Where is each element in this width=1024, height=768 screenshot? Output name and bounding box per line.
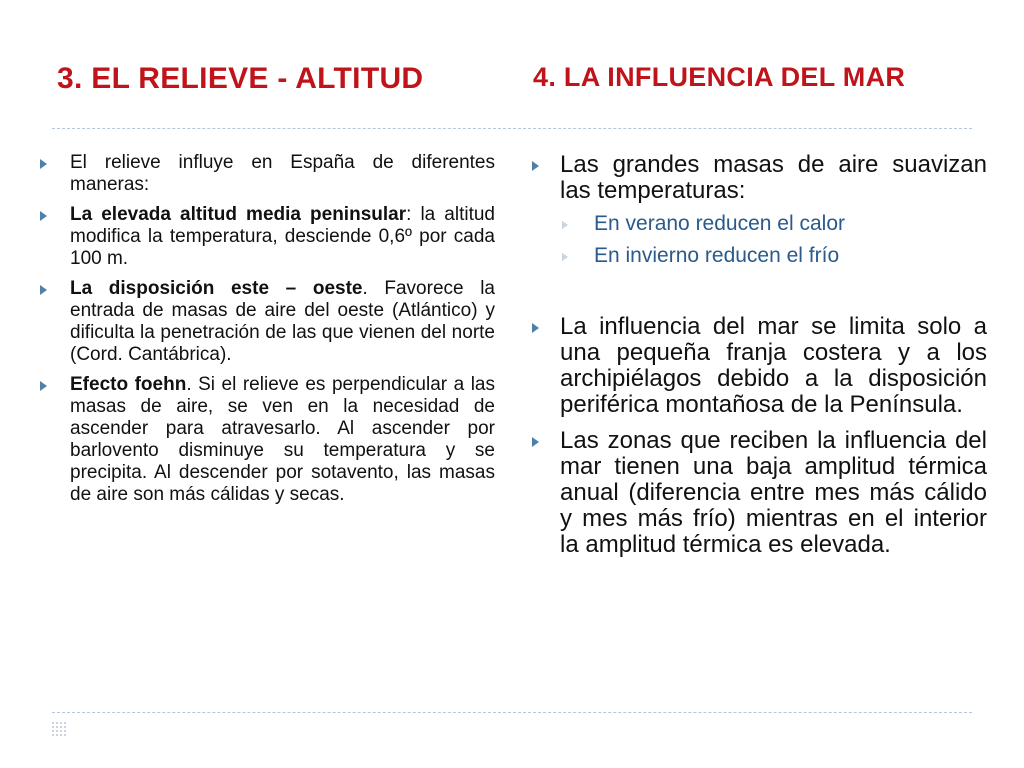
sub-bullet-arrow-icon bbox=[562, 221, 568, 229]
bullet-text: Las zonas que reciben la influencia del mar tienen una baja amplitud térmica anual (diferencia entre mes más cálido y mes más frío) mientras en el interior la amplitud térmica es elevada. bbox=[560, 427, 987, 558]
bullet-arrow-icon bbox=[40, 159, 47, 169]
bullet-arrow-icon bbox=[532, 323, 539, 333]
left-bullet-4 bbox=[40, 374, 495, 506]
sub-bullet-summer bbox=[560, 212, 987, 236]
left-bullet-2 bbox=[40, 204, 495, 270]
bullet-arrow-icon bbox=[532, 161, 539, 171]
sub-bullet-winter bbox=[560, 244, 987, 268]
bullet-text: La influencia del mar se limita solo a una pequeña franja costera y a los archipiélagos debido a la disposición periférica montañosa de la Península. bbox=[560, 313, 987, 418]
sub-bullet-text: En verano reducen el calor bbox=[594, 212, 845, 235]
sub-bullet-arrow-icon bbox=[562, 253, 568, 261]
bullet-bold-text: Efecto foehn bbox=[70, 374, 187, 395]
bullet-arrow-icon bbox=[40, 381, 47, 391]
bottom-divider bbox=[52, 712, 972, 713]
left-bullet-3 bbox=[40, 278, 495, 366]
bullet-arrow-icon bbox=[40, 211, 47, 221]
right-bullet-1 bbox=[530, 152, 987, 268]
right-column bbox=[530, 152, 987, 568]
sub-bullet-text: En invierno reducen el frío bbox=[594, 244, 840, 267]
left-bullet-1 bbox=[40, 152, 495, 196]
bullet-bold-text: La disposición este – oeste bbox=[70, 278, 363, 299]
bullet-arrow-icon bbox=[40, 285, 47, 295]
right-title: 4. LA INFLUENCIA DEL MAR bbox=[533, 62, 906, 92]
left-title: 3. EL RELIEVE - ALTITUD bbox=[57, 62, 424, 95]
bullet-text: : la altitud modifica la temperatura, desciende 0,6º por cada 100 m. bbox=[70, 204, 495, 269]
bullet-text: El relieve influye en España de diferentes maneras: bbox=[70, 152, 495, 195]
right-bullet-2 bbox=[530, 314, 987, 418]
bullet-text: . Si el relieve es perpendicular a las masas de aire, se ven en la necesidad de ascender para atravesarlo. Al ascender por barlovento disminuye su temperatura y se precipita. Al descender por sotavento, las masas de aire son más cálidas y secas. bbox=[70, 374, 495, 505]
bullet-bold-text: La elevada altitud media peninsular bbox=[70, 204, 407, 225]
right-bullet-3 bbox=[530, 428, 987, 558]
top-divider bbox=[52, 128, 972, 129]
slide-corner-icon bbox=[50, 720, 68, 738]
bullet-text: Las grandes masas de aire suavizan las temperaturas: bbox=[560, 151, 987, 204]
left-column bbox=[40, 152, 495, 514]
bullet-text: . Favorece la entrada de masas de aire del oeste (Atlántico) y dificulta la penetración de las que vienen del norte (Cord. Cantábrica). bbox=[70, 278, 496, 365]
bullet-arrow-icon bbox=[532, 437, 539, 447]
